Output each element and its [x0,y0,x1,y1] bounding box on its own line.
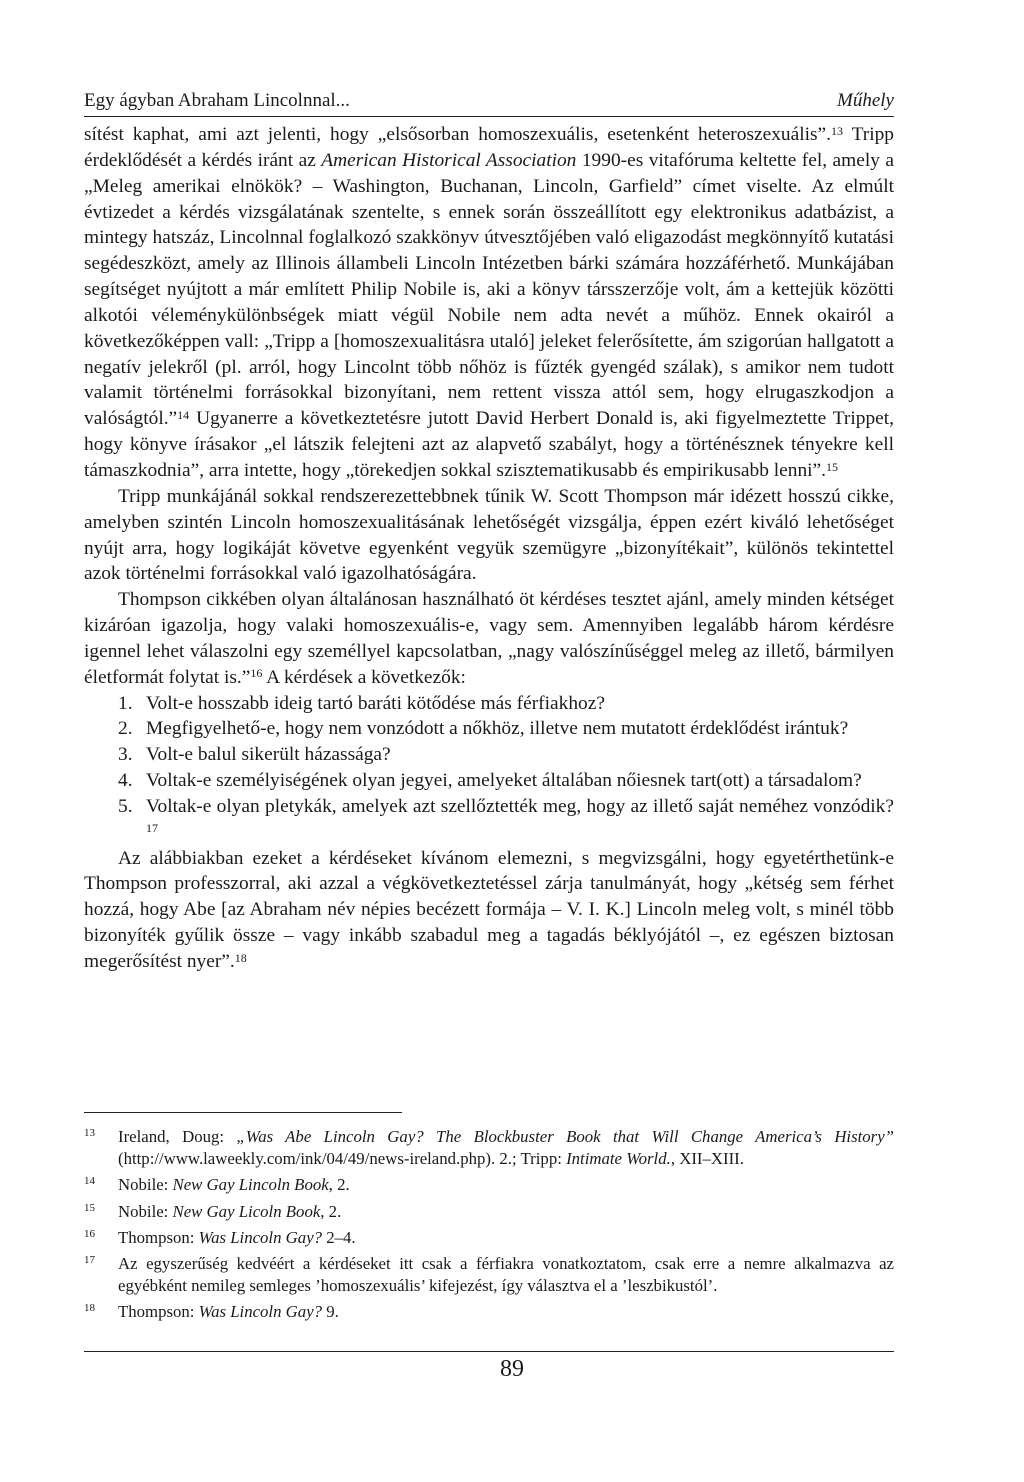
italic-span: New Gay Licoln Book [172,1201,321,1221]
text-span: Nobile: [118,1175,173,1195]
italic-span: Intimate World. [566,1149,671,1169]
footnote-16 [84,1227,894,1249]
text-span: Ireland, Doug: [118,1127,237,1146]
footnote-ref-18: 18 [234,950,247,965]
running-header [84,86,894,117]
italic-span: New Gay Lincoln Book [172,1175,329,1195]
footnote-number: 18 [84,1302,95,1315]
footnote-15 [84,1201,894,1223]
paragraph-4 [84,846,894,975]
list-number: 2. [118,718,133,740]
text-span: Nobile: [118,1201,173,1221]
footnote-18 [84,1301,894,1323]
list-item [84,742,894,768]
text-span: , 2. [320,1201,342,1221]
italic-span: Was Lincoln Gay? [198,1302,323,1322]
footnote-number: 17 [84,1254,95,1267]
text-span: (http://www.laweekly.com/ink/04/49/news-ireland.php). 2.; Tripp: [118,1149,567,1169]
text-span: Az egyszerűség kedvéért a kérdéseket itt csak a férfiakra vonatkoztatom, csak erre a nemre alkalmazva az egyébként nemileg semleges ’homoszexuális’ kifejezést, így választva el a ’leszbikustól’. [118,1254,894,1296]
section-name: Műhely [837,90,894,111]
footnote-number: 13 [84,1127,95,1139]
list-text: Voltak-e olyan pletykák, amelyek azt szellőztették meg, hogy az illető saját neméhez vonzódik? [146,795,894,817]
text-span: Thompson: [118,1302,199,1322]
list-number: 4. [118,770,133,792]
text-span: Thompson: [118,1227,199,1247]
list-number: 5. [118,795,133,817]
list-text: Volt-e hosszabb ideig tartó baráti kötődése más férfiakhoz? [146,692,605,714]
footnote-ref-16: 16 [250,666,263,681]
running-title: Egy ágyban Abraham Lincolnnal... [84,90,350,111]
text-span: 2–4. [322,1227,356,1247]
footnote-number: 15 [84,1201,95,1214]
footnote-ref-17: 17 [146,821,159,836]
list-number: 1. [118,692,133,714]
list-number: 3. [118,744,133,766]
text-span: A kérdések a következők: [262,666,466,688]
footnote-separator [84,1112,402,1113]
footnote-13 [84,1126,894,1170]
text-span: Thompson cikkében olyan általánosan használható öt kérdéses tesztet ajánl, amely minden kétséget kizáróan igazolja, hogy valaki homoszexuális-e, vagy sem. Amennyiben legalább három kérdésre igennel lehet válaszolni egy személlyel kapcsolatban, „nagy valószínűséggel meleg az illető, bármilyen életformát folytat is.” [84,589,894,688]
text-span: Tripp érdeklődését a kérdés iránt az [84,124,894,171]
text-span: sítést kaphat, ami azt jelenti, hogy „elsősorban homoszexuális, esetenként heteroszexuális”. [84,124,831,145]
list-item [84,691,894,717]
page-bottom-rule [84,1351,894,1352]
footnote-number: 14 [84,1175,95,1188]
paragraph-1 [84,122,894,484]
footnote-ref-13: 13 [831,123,844,138]
main-text [84,122,894,975]
list-text: Megfigyelhető-e, hogy nem vonzódott a nőkhöz, illetve nem mutatott érdeklődést irántuk? [146,718,849,740]
italic-span: American Historical Association [321,149,577,171]
footnote-ref-14: 14 [177,407,190,422]
list-text: Voltak-e személyiségének olyan jegyei, amelyeket általában nőiesnek tart(ott) a társadalom? [146,770,862,792]
italic-span: „Was Abe Lincoln Gay? The Blockbuster Book that Will Change America’s History” [236,1127,894,1146]
footnote-14 [84,1174,894,1196]
page-number: 89 [500,1356,524,1382]
text-span: Az alábbiakban ezeket a kérdéseket kívánom elemezni, s megvizsgálni, hogy egyetérthetünk-e Thompson professzorral, aki azzal a végkövetkeztetéssel zárja tanulmányát, hogy „kétség sem férhet hozzá, hogy Abe [az Abraham név népies becézett formája – V. I. K.] Lincoln meleg volt, s minél több bizonyíték gyűlik össze – vagy inkább szabadul meg a tagadás béklyójától –, ez egészen biztosan megerősítést nyer”. [84,847,894,972]
list-item [84,716,894,742]
paragraph-3 [84,587,894,690]
italic-span: Was Lincoln Gay? [198,1227,323,1247]
list-text: Volt-e balul sikerült házassága? [146,744,391,766]
text-span: Ugyanerre a következtetésre jutott David Herbert Donald is, aki figyelmeztette Trippet, hogy könyve írásakor „el látszik felejteni azt az alapvető szabályt, hogy a történésznek tényekre kell támaszkodnia”, arra intette, hogy „törekedjen sokkal szisztematikusabb és empirikusabb lenni”. [84,408,894,481]
list-item [84,768,894,794]
text-span: 1990-es vitafóruma keltette fel, amely a „Meleg amerikai elnökök? – Washington, Buchanan, Lincoln, Garfield” címet viselte. Az elmúlt évtizedet a kérdés vizsgálatának szentelte, s ennek során összeállított egy elektronikus adatbázist, a mintegy hatszáz, Lincolnnal foglalkozó szakkönyv útvesztőjében való eligazodást megkönnyítő kutatási segédeszközt, amely az Illinois állambeli Lincoln Intézetben bárki számára hozzáférhető. Munkájában segítséget nyújtott a már említett Philip Nobile is, aki a könyv társszerzője volt, ám a kettejük közötti alkotói véleménykülönbségek miatt végül Nobile nem adta nevét a műhöz. Ennek okairól a következőképpen vall: „Tripp a [homoszexualitásra utaló] jeleket felerősítette, ám szigorúan hallgatott a negatív jelekről (pl. arról, hogy Lincolnt több nőhöz is fűzték gyengéd szálak), s amikor nem tudott valamit történelmi forrásokkal bizonyítani, nem rettent vissza attól sem, hogy elrugaszkodjon a valóságtól.” [84,149,894,430]
text-span: , 2. [328,1175,350,1195]
text-span: 9. [322,1302,339,1322]
question-list [84,691,894,846]
footnote-ref-15: 15 [826,459,839,474]
text-span: , XII–XIII. [670,1149,744,1169]
footnotes [84,1126,894,1328]
footnote-number: 16 [84,1227,95,1240]
list-item [84,794,894,846]
footnote-17 [84,1253,894,1297]
paragraph-2: Tripp munkájánál sokkal rendszerezettebbnek tűnik W. Scott Thompson már idézett hosszú cikke, amelyben szintén Lincoln homoszexualitásának lehetőségét vizsgálja, éppen ezért kiváló lehetőséget nyújt arra, hogy logikáját követve egyenként vegyük szemügyre „bizonyítékait”, különös tekintettel azok történelmi forrásokkal való igazolhatóságára. [84,485,894,585]
